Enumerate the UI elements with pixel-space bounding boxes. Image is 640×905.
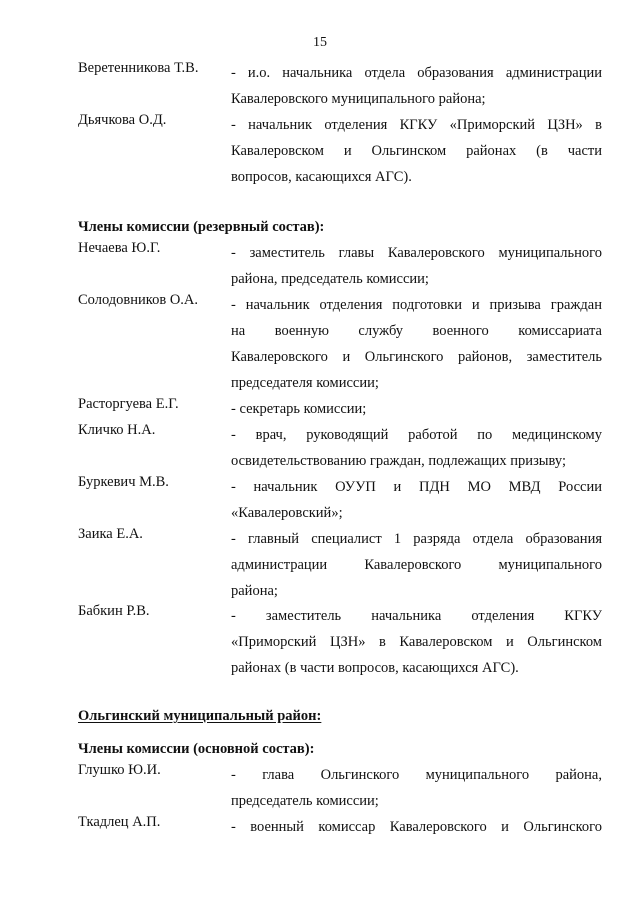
member-name: Кличко Н.А. bbox=[78, 422, 156, 438]
member-name: Заика Е.А. bbox=[78, 526, 143, 542]
member-name: Буркевич М.В. bbox=[78, 474, 169, 490]
member-name: Солодовников О.А. bbox=[78, 292, 199, 308]
member-name: Веретенникова Т.В. bbox=[78, 60, 199, 76]
description-line: - глава Ольгинского муниципального района, bbox=[231, 767, 602, 783]
description-line: - начальник отделения КГКУ «Приморский ЦЗН» в bbox=[231, 117, 602, 133]
main-members-heading: Члены комиссии (основной состав): bbox=[78, 741, 315, 757]
member-description bbox=[231, 762, 602, 814]
description-line: района; bbox=[231, 583, 278, 599]
member-description bbox=[231, 396, 602, 422]
description-line: на военную службу военного комиссариата bbox=[231, 323, 602, 339]
description-line: района, председатель комиссии; bbox=[231, 271, 429, 287]
description-line: районах (в части вопросов, касающихся АГС). bbox=[231, 660, 519, 676]
member-name: Нечаева Ю.Г. bbox=[78, 240, 161, 256]
description-line: Кавалеровского и Ольгинского районов, заместитель bbox=[231, 349, 602, 365]
member-description bbox=[231, 474, 602, 526]
description-line: - начальник ОУУП и ПДН МО МВД России bbox=[231, 479, 602, 495]
description-line: Кавалеровском и Ольгинском районах (в части bbox=[231, 143, 602, 159]
member-description bbox=[231, 814, 602, 840]
description-line: Кавалеровского муниципального района; bbox=[231, 91, 486, 107]
member-name: Дьячкова О.Д. bbox=[78, 112, 167, 128]
description-line: - военный комиссар Кавалеровского и Ольгинского bbox=[231, 819, 602, 835]
member-description bbox=[231, 60, 602, 112]
member-name: Ткадлец А.П. bbox=[78, 814, 161, 830]
district-heading: Ольгинский муниципальный район: bbox=[78, 708, 322, 724]
description-line: «Кавалеровский»; bbox=[231, 505, 343, 521]
page-number: 15 bbox=[313, 35, 327, 50]
description-line: администрации Кавалеровского муниципального bbox=[231, 557, 602, 573]
description-line: вопросов, касающихся АГС). bbox=[231, 169, 412, 185]
member-name: Бабкин Р.В. bbox=[78, 603, 150, 619]
description-line: председатель комиссии; bbox=[231, 793, 379, 809]
description-line: «Приморский ЦЗН» в Кавалеровском и Ольгинском bbox=[231, 634, 602, 650]
description-line: - секретарь комиссии; bbox=[231, 401, 367, 417]
reserve-members-heading: Члены комиссии (резервный состав): bbox=[78, 219, 325, 235]
member-description bbox=[231, 603, 602, 681]
description-line: председателя комиссии; bbox=[231, 375, 379, 391]
member-description bbox=[231, 526, 602, 604]
description-line: - начальник отделения подготовки и призыва граждан bbox=[231, 297, 602, 313]
description-line: - заместитель начальника отделения КГКУ bbox=[231, 608, 602, 624]
description-line: освидетельствованию граждан, подлежащих призыву; bbox=[231, 453, 566, 469]
description-line: - главный специалист 1 разряда отдела образования bbox=[231, 531, 602, 547]
member-name: Расторгуева Е.Г. bbox=[78, 396, 179, 412]
description-line: - и.о. начальника отдела образования администрации bbox=[231, 65, 602, 81]
member-description bbox=[231, 422, 602, 474]
member-name: Глушко Ю.И. bbox=[78, 762, 161, 778]
member-description bbox=[231, 292, 602, 396]
member-description bbox=[231, 240, 602, 292]
member-description bbox=[231, 112, 602, 190]
description-line: - заместитель главы Кавалеровского муниципального bbox=[231, 245, 602, 261]
description-line: - врач, руководящий работой по медицинскому bbox=[231, 427, 602, 443]
